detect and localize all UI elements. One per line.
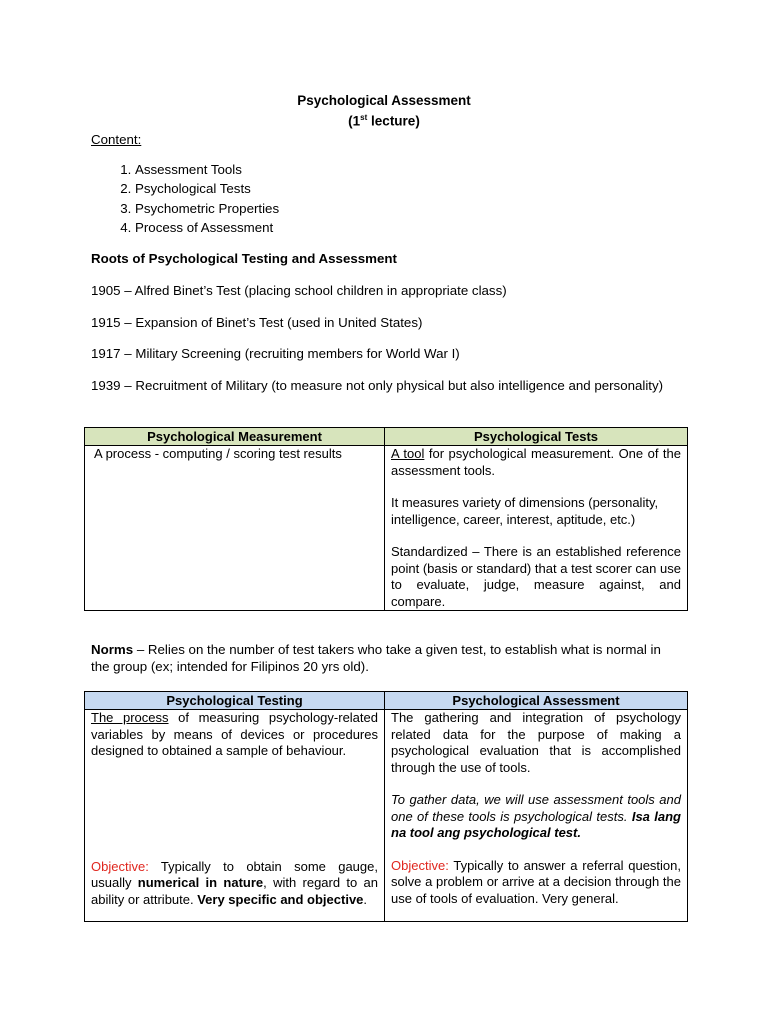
assessment-note-bold: Isa lang na tool ang psychological test.	[391, 808, 681, 840]
table-cell	[385, 446, 688, 611]
testing-vs-assessment-table	[84, 691, 688, 922]
content-item: 4. Process of Assessment	[135, 218, 279, 237]
objective-text: .	[363, 891, 368, 907]
assessment-objective	[391, 858, 681, 908]
table-cell	[85, 710, 385, 922]
process-term: The process	[91, 710, 169, 725]
timeline-entry: 1905 – Alfred Binet’s Test (placing school children in appropriate class)	[91, 283, 507, 298]
objective-emphasis: Very specific and objective	[197, 891, 364, 907]
norms-definition: – Relies on the number of test takers who take a given test, to establish what is normal in the group (ex; intended for Filipinos 20 yrs old).	[91, 642, 661, 674]
testing-objective	[91, 859, 378, 909]
content-list	[91, 160, 279, 237]
assessment-note-italic: To gather data, we will use assessment tools and one of these tools is psychological tests.	[391, 792, 681, 824]
content-item: 1. Assessment Tools	[135, 160, 279, 179]
tests-definition: for psychological measurement. One of the assessment tools.	[391, 446, 681, 478]
document-subtitle	[0, 113, 768, 129]
roots-heading: Roots of Psychological Testing and Assessment	[91, 251, 397, 266]
assessment-note	[391, 792, 681, 842]
tool-term: A tool	[391, 446, 425, 461]
objective-emphasis: numerical in nature	[137, 875, 264, 890]
timeline-entry: 1939 – Recruitment of Military (to measure not only physical but also intelligence and personality)	[91, 378, 664, 393]
table-header: Psychological Measurement	[85, 428, 385, 446]
table-cell	[85, 446, 385, 611]
measurement-definition: A process - computing / scoring test results	[94, 446, 342, 461]
table-header: Psychological Tests	[385, 428, 688, 446]
content-label: Content:	[91, 132, 142, 147]
table-header: Psychological Assessment	[385, 692, 688, 710]
content-item: 3. Psychometric Properties	[135, 199, 279, 218]
objective-label: Objective:	[391, 857, 449, 873]
content-item: 2. Psychological Tests	[135, 179, 279, 198]
assessment-definition: The gathering and integration of psychology related data for the purpose of making a psychological evaluation that is accomplished through the use of tools.	[391, 710, 681, 775]
timeline-entry: 1915 – Expansion of Binet’s Test (used in United States)	[91, 315, 423, 330]
subtitle-suffix: lecture)	[367, 113, 420, 129]
norms-paragraph	[91, 641, 679, 675]
timeline-entry: 1917 – Military Screening (recruiting members for World War I)	[91, 346, 460, 361]
subtitle-superscript: st	[360, 113, 368, 122]
table-header: Psychological Testing	[85, 692, 385, 710]
subtitle-prefix: (1	[348, 113, 361, 129]
objective-text: Typically to answer a referral question, solve a problem or arrive at a decision through the use of tools of evaluation. Very general.	[391, 857, 681, 906]
tests-dimensions: It measures variety of dimensions (personality, intelligence, career, interest, aptitude, etc.)	[391, 495, 659, 527]
objective-label: Objective:	[91, 858, 149, 874]
norms-term: Norms	[91, 642, 134, 657]
testing-definition: of measuring psychology-related variables by means of devices or procedures designed to obtained a sample of behaviour.	[91, 710, 378, 758]
objective-text: , with regard to an ability or attribute.	[91, 875, 379, 907]
document-title: Psychological Assessment	[297, 93, 471, 108]
objective-text: Typically to obtain some gauge, usually	[91, 858, 378, 890]
measurement-vs-tests-table	[84, 427, 688, 611]
table-cell	[385, 710, 688, 922]
tests-standardized: Standardized – There is an established reference point (basis or standard) that a test scorer can use to evaluate, judge, measure against, and compare.	[391, 544, 681, 609]
